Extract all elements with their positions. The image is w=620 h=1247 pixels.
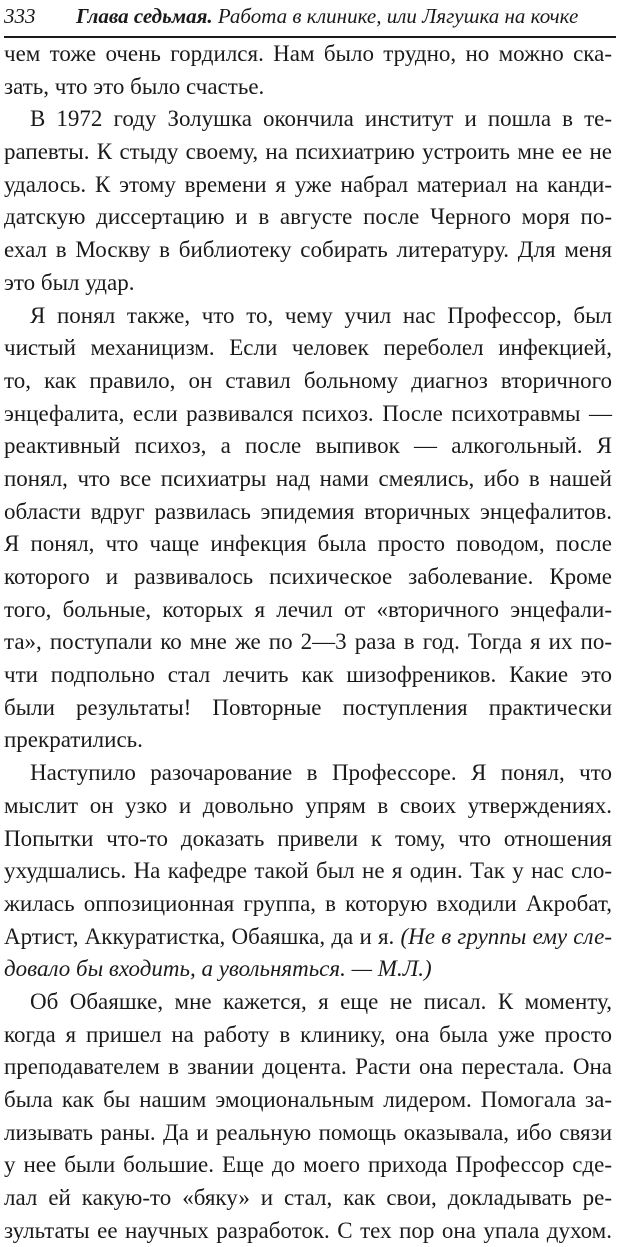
text-line: жилась оппозиционная группа, в которую входили Акробат, bbox=[4, 890, 612, 916]
text-line: чти подпольно стал лечить как шизофреников. Какие это bbox=[4, 662, 612, 688]
text-line: прекратились. bbox=[4, 727, 143, 753]
text-line: чистый механицизм. Если человек переболел инфекцией, bbox=[4, 335, 612, 361]
text-line: удалось. К этому времени я уже набрал материал на канди- bbox=[4, 171, 612, 197]
text-line: Попытки что-то доказать привели к тому, что отношения bbox=[4, 825, 612, 851]
text-line: которого и развивалось психическое заболевание. Кроме bbox=[4, 564, 612, 589]
text-line: преподавателем в звании доцента. Расти она перестала. Она bbox=[4, 1054, 612, 1080]
text-line: были результаты! Повторные поступления практически bbox=[4, 694, 612, 720]
text-line: Артист, Аккуратистка, Обаяшка, да и я. (Не в группы ему сле- bbox=[4, 923, 612, 949]
text-line: чем тоже очень гордился. Нам было трудно, но можно ска- bbox=[4, 41, 612, 66]
text-line: того, больные, которых я лечил от «вторичного энцефали- bbox=[4, 596, 612, 622]
running-head bbox=[76, 2, 578, 30]
paragraph-start: Я понял также, что то, чему учил нас Профессор, был bbox=[30, 302, 612, 328]
text-line: зультаты ее научных разработок. С тех пор она упала духом. bbox=[4, 1217, 612, 1243]
page-header bbox=[4, 0, 616, 38]
text-line: та», поступали ко мне же по 2—3 раза в год. Тогда я их по- bbox=[4, 629, 612, 655]
page-number: 333 bbox=[4, 4, 36, 28]
chapter-subtitle: Работа в клинике, или Лягушка на кочке bbox=[212, 4, 579, 28]
text-line: когда я пришел на работу в клинику, она была уже просто bbox=[4, 1021, 612, 1047]
paragraph-start: Наступило разочарование в Профессоре. Я понял, что bbox=[30, 760, 612, 786]
editor-note: довало бы входить, а увольняться. — М.Л.) bbox=[4, 956, 432, 982]
body-text bbox=[4, 38, 612, 1247]
text-line: это был удар. bbox=[4, 269, 135, 295]
text-line: ехал в Москву в библиотеку собирать литературу. Для меня bbox=[4, 237, 612, 263]
text-line: датскую диссертацию и в августе после Черного моря по- bbox=[4, 204, 612, 230]
text-line: Я понял, что чаще инфекция была просто поводом, после bbox=[4, 531, 612, 557]
chapter-title: Глава седьмая. bbox=[76, 4, 213, 28]
text-line: ухудшались. На кафедре такой был не я один. Так у нас сло- bbox=[4, 858, 612, 884]
text-line: то, как правило, он ставил больному диагноз вторичного bbox=[4, 367, 612, 393]
paragraph-start: Об Обаяшке, мне кажется, я еще не писал. К моменту, bbox=[30, 988, 612, 1014]
text-line: лал ей какую-то «бяку» и стал, как свои, докладывать ре- bbox=[4, 1185, 612, 1211]
text-line: области вдруг развилась эпидемия вторичных энцефалитов. bbox=[4, 498, 612, 524]
paragraph-start: В 1972 году Золушка окончила институт и пошла в те- bbox=[30, 106, 612, 132]
text-line: реактивный психоз, а после выпивок — алкогольный. Я bbox=[4, 433, 612, 459]
editor-note: (Не в группы ему сле- bbox=[400, 923, 612, 949]
text-line: мыслит он узко и довольно упрям в своих утверждениях. bbox=[4, 792, 612, 818]
text-line: рапевты. К стыду своему, на психиатрию устроить мне ее не bbox=[4, 139, 612, 165]
text-line bbox=[4, 953, 612, 986]
text-line: зать, что это было счастье. bbox=[4, 73, 265, 99]
text-line: была как бы нашим эмоциональным лидером. Помогала за- bbox=[4, 1087, 612, 1112]
text-line: понял, что все психиатры над нами смеялись, ибо в нашей bbox=[4, 465, 612, 491]
text-line: у нее были большие. Еще до моего прихода Профессор сде- bbox=[4, 1152, 612, 1178]
text-line: лизывать раны. Да и реальную помощь оказывала, ибо связи bbox=[4, 1119, 612, 1145]
text-line: энцефалита, если развивался психоз. После психотравмы — bbox=[4, 400, 612, 426]
